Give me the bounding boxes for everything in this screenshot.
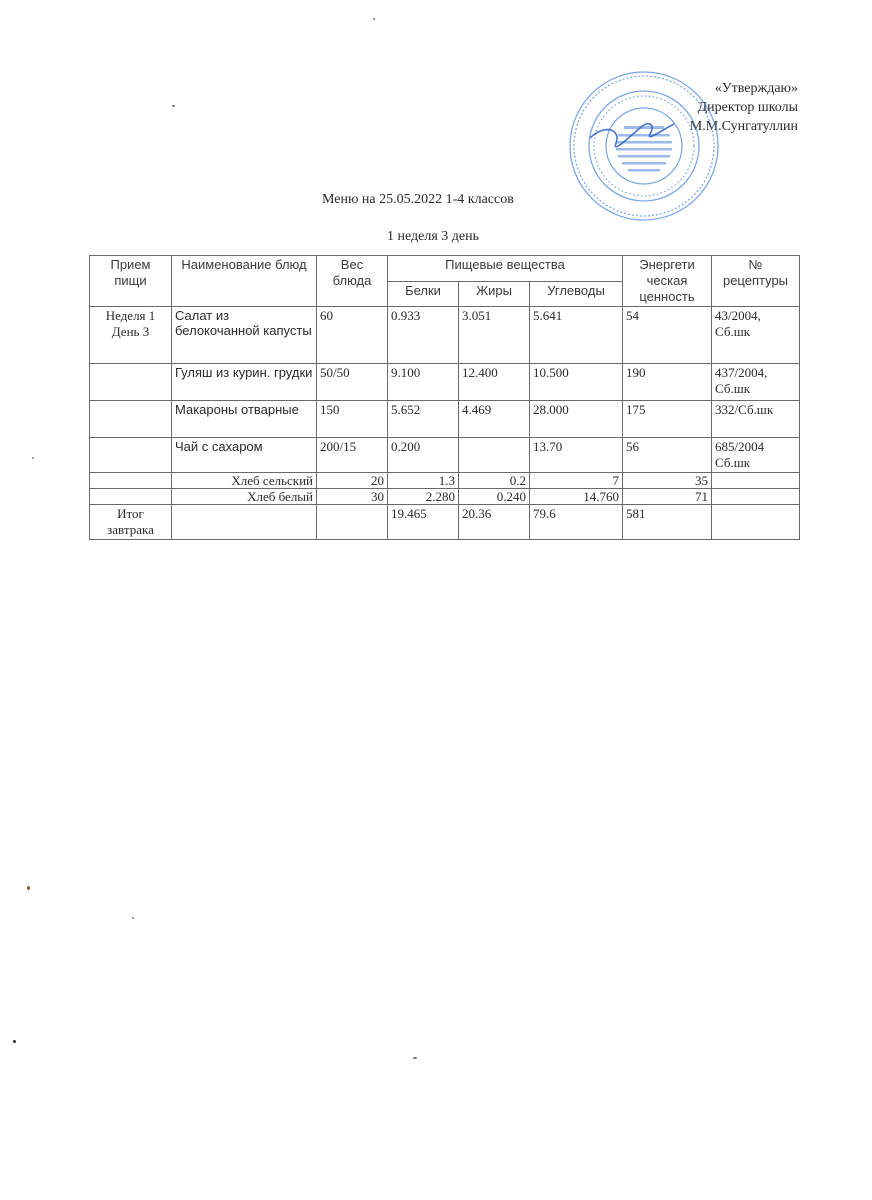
total-cell-empty [172,505,317,540]
dish-carbs: 5.641 [530,307,623,364]
total-cell-empty [712,505,800,540]
dish-weight: 50/50 [317,364,388,401]
header-recipe: № рецептуры [712,256,800,307]
header-protein: Белки [388,281,459,307]
scan-speck [413,1057,417,1059]
dish-fat: 0.240 [459,489,530,505]
header-carbs: Углеводы [530,281,623,307]
header-dish: Наименование блюд [172,256,317,307]
dish-weight: 30 [317,489,388,505]
dish-weight: 150 [317,401,388,438]
header-nutrients: Пищевые вещества [388,256,623,282]
header-fat: Жиры [459,281,530,307]
approval-line-2: Директор школы [697,100,798,115]
table-row [90,401,800,438]
dish-energy: 175 [623,401,712,438]
menu-table [89,255,800,540]
header-weight: Вес блюда [317,256,388,307]
school-stamp-seal [566,68,722,224]
dish-carbs: 14.760 [530,489,623,505]
dish-protein: 5.652 [388,401,459,438]
table-row [90,364,800,401]
page-title: Меню на 25.05.2022 1-4 классов [322,192,514,207]
dish-recipe [712,473,800,489]
dish-fat: 0.2 [459,473,530,489]
dish-fat: 12.400 [459,364,530,401]
meal-cell-empty [90,401,172,438]
total-label: Итог завтрака [90,505,172,540]
approval-line-3: М.М.Сунгатуллин [689,119,798,134]
dish-weight: 20 [317,473,388,489]
scan-speck [13,1040,16,1043]
table-row [90,473,800,489]
table-row-total [90,505,800,540]
scan-speck [132,917,134,919]
dish-energy: 71 [623,489,712,505]
dish-name: Хлеб белый [172,489,317,505]
total-cell-empty [317,505,388,540]
dish-protein: 1.3 [388,473,459,489]
header-meal: Прием пищи [90,256,172,307]
meal-cell-empty [90,489,172,505]
total-fat: 20.36 [459,505,530,540]
meal-cell-empty [90,438,172,473]
dish-fat: 3.051 [459,307,530,364]
page-subtitle: 1 неделя 3 день [387,229,479,244]
table-row [90,307,800,364]
dish-protein: 0.933 [388,307,459,364]
dish-energy: 35 [623,473,712,489]
dish-weight: 60 [317,307,388,364]
dish-recipe: 685/2004 Сб.шк [712,438,800,473]
dish-recipe: 43/2004, Сб.шк [712,307,800,364]
dish-fat [459,438,530,473]
total-energy: 581 [623,505,712,540]
dish-carbs: 10.500 [530,364,623,401]
dish-name: Хлеб сельский [172,473,317,489]
dish-recipe [712,489,800,505]
total-carbs: 79.6 [530,505,623,540]
scan-speck [27,886,30,890]
dish-energy: 190 [623,364,712,401]
dish-carbs: 28.000 [530,401,623,438]
meal-cell-empty [90,473,172,489]
meal-cell-empty [90,364,172,401]
scan-speck [172,105,175,107]
table-row [90,489,800,505]
total-protein: 19.465 [388,505,459,540]
table-row [90,438,800,473]
dish-carbs: 7 [530,473,623,489]
dish-protein: 2.280 [388,489,459,505]
scan-speck [373,18,375,20]
dish-recipe: 332/Сб.шк [712,401,800,438]
dish-energy: 56 [623,438,712,473]
dish-name: Макароны отварные [172,401,317,438]
dish-energy: 54 [623,307,712,364]
scan-speck [32,457,34,459]
dish-protein: 0.200 [388,438,459,473]
dish-recipe: 437/2004, Сб.шк [712,364,800,401]
dish-fat: 4.469 [459,401,530,438]
dish-weight: 200/15 [317,438,388,473]
meal-label: Неделя 1 День 3 [90,307,172,364]
dish-name: Салат из белокочанной капусты [172,307,317,364]
approval-line-1: «Утверждаю» [714,81,798,96]
header-energy: Энергети ческая ценность [623,256,712,307]
dish-name: Чай с сахаром [172,438,317,473]
dish-carbs: 13.70 [530,438,623,473]
dish-name: Гуляш из курин. грудки [172,364,317,401]
dish-protein: 9.100 [388,364,459,401]
